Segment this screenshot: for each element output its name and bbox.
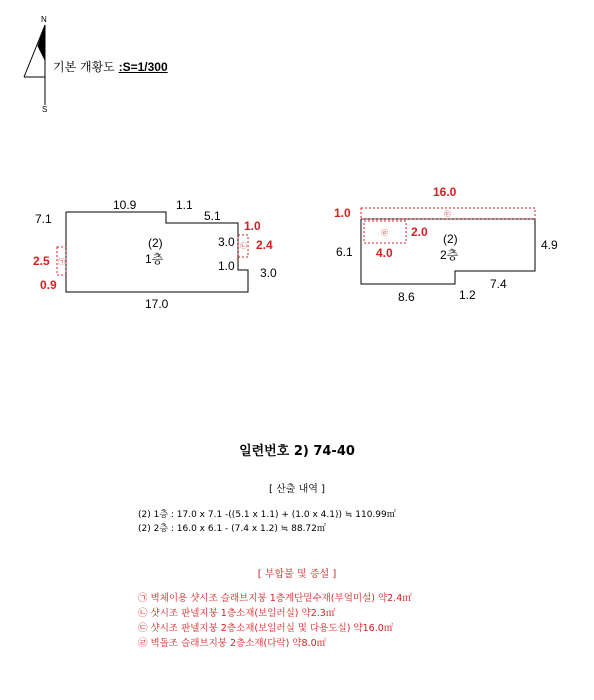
floor1-marker-right: ㉡ <box>240 242 247 250</box>
floor1-label-bottom: 1층 <box>145 252 164 266</box>
compass-south: S <box>42 105 48 114</box>
floor2-red-inner-width: 2.0 <box>411 225 428 239</box>
floor1-label-top: (2) <box>148 236 163 250</box>
floor2-dim-bottom-right: 7.4 <box>490 277 507 291</box>
violation-item-3: ㉢ 샷시조 판넬지붕 2층소재(보일러실 및 다용도실) 약16.0㎡ <box>138 623 394 634</box>
compass-north: N <box>41 15 47 24</box>
floor1-red-left-height: 2.5 <box>33 254 50 268</box>
floor1-dim-right-upper: 3.0 <box>218 235 235 249</box>
violation-item-4: ㉣ 벽돌조 슬래브지붕 2층소재(다락) 약8.0㎡ <box>138 638 327 649</box>
floor1-dim-top-main: 10.9 <box>113 198 137 212</box>
floor2-dim-bottom-left: 8.6 <box>398 290 415 304</box>
floor2-marker-top: ㉢ <box>444 210 451 218</box>
floor1-red-right-width: 1.0 <box>244 219 261 233</box>
violation-item-2: ㉡ 샷시조 판넬지붕 1층소재(보일러실) 약2.3㎡ <box>138 608 336 619</box>
floor1-marker-left: ㉠ <box>58 258 65 266</box>
north-arrow-icon <box>24 25 45 105</box>
floor1-red-left-width: 0.9 <box>40 278 57 292</box>
floor2-red-inner-height: 4.0 <box>376 246 393 260</box>
floor2-dim-step: 1.2 <box>459 288 476 302</box>
floor1-dim-notch-top: 5.1 <box>204 209 221 223</box>
scale-value: :S=1/300 <box>118 60 168 74</box>
scale-caption <box>53 58 168 75</box>
floor2-label-top: (2) <box>443 232 458 246</box>
floor1-dim-bottom: 17.0 <box>145 297 169 311</box>
floor1-dim-step-right: 3.0 <box>260 266 277 280</box>
floor1-dim-left: 7.1 <box>35 212 52 226</box>
calc-line-2: (2) 2층 : 16.0 x 6.1 - (7.4 x 1.2) ≒ 88.72㎡ <box>138 524 326 534</box>
calc-line-1: (2) 1층 : 17.0 x 7.1 -((5.1 x 1.1) + (1.0 x 4.1)) ≒ 110.99㎡ <box>138 510 396 520</box>
floor1-dim-right-lower: 1.0 <box>218 259 235 273</box>
record-title: 일련번호 2) 74-40 <box>239 444 355 459</box>
floor2-dim-left: 6.1 <box>336 245 353 259</box>
violation-heading: [ 부합불 및 증설 ] <box>257 569 337 580</box>
floor1-dim-notch-step: 1.1 <box>176 198 193 212</box>
floor2-label-bottom: 2층 <box>440 248 459 262</box>
floor2-red-top-height: 1.0 <box>334 206 351 220</box>
scale-prefix: 기본 개황도 <box>53 60 115 74</box>
floor2-red-top-width: 16.0 <box>433 185 457 199</box>
calc-heading: [ 산출 내역 ] <box>269 484 325 495</box>
floor2-dim-right: 4.9 <box>541 238 558 252</box>
violation-item-1: ㉠ 벽체이용 샷시조 슬래브지붕 1층계단밑수재(부엌미설) 약2.4㎡ <box>138 593 412 604</box>
floor2-marker-inner: ㉣ <box>381 229 388 237</box>
floor1-red-right-height: 2.4 <box>256 238 273 252</box>
